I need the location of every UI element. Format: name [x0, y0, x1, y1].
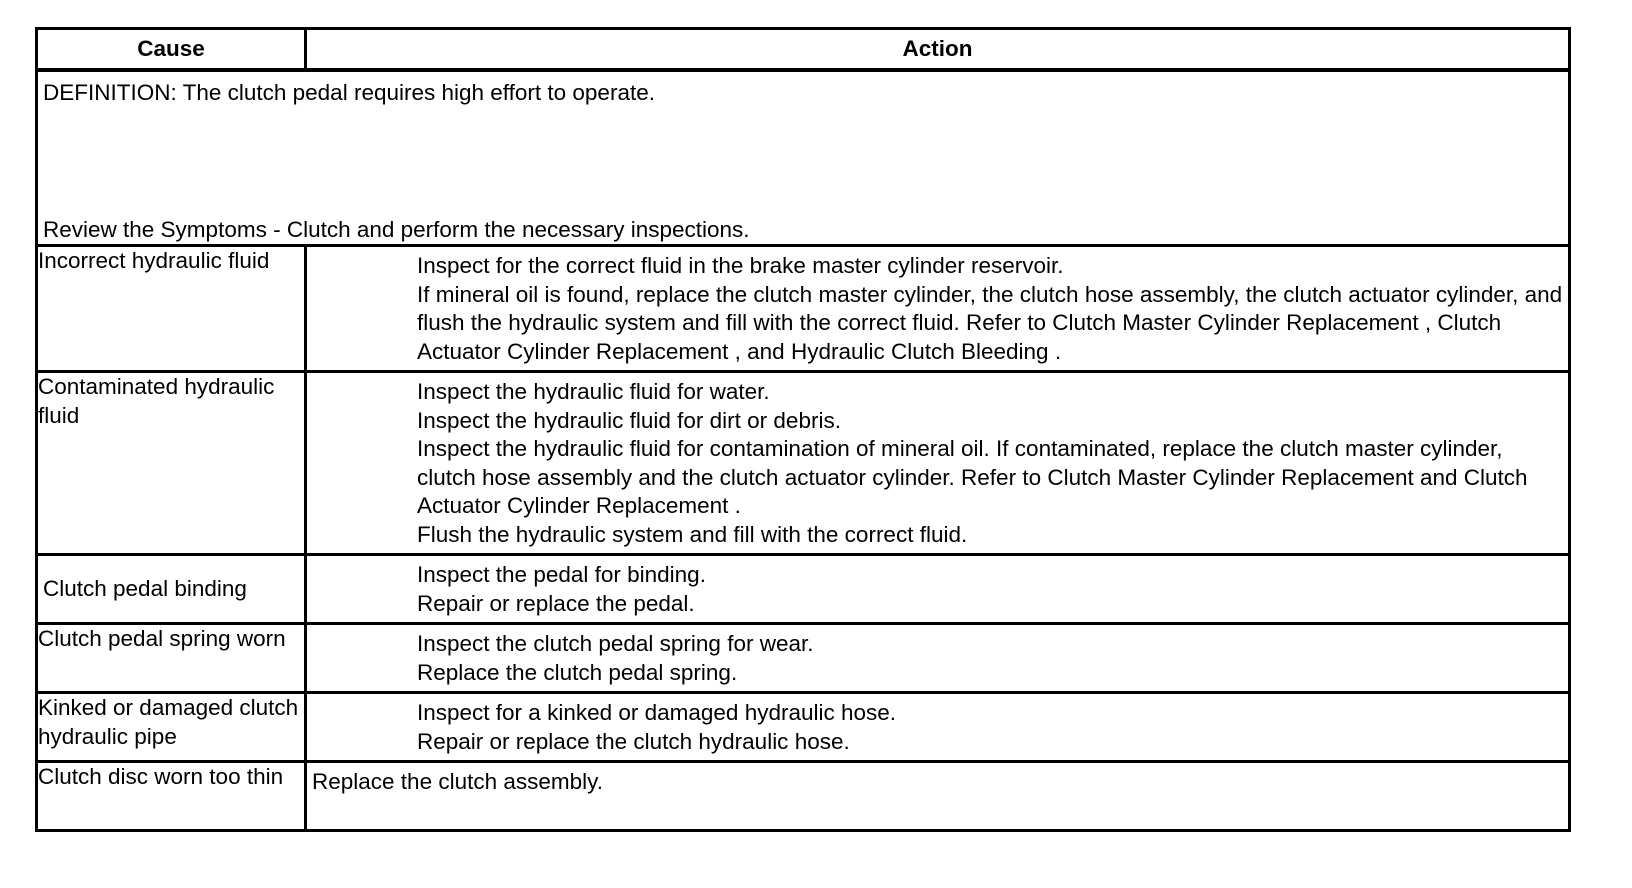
- table-row: [37, 762, 1570, 831]
- cause-column-header: Cause: [37, 29, 306, 71]
- action-cell: [306, 372, 1570, 555]
- definition-cell: [37, 70, 1570, 246]
- action-cell: [306, 624, 1570, 693]
- action-line: Inspect the hydraulic fluid for contamination of mineral oil. If contaminated, replace the clutch master cylinder, clutch hose assembly and the clutch actuator cylinder. Refer to Clutch Master Cylinder Replacement and Clutch Actuator Cylinder Replacement .: [417, 436, 1528, 518]
- action-cell: [306, 246, 1570, 372]
- review-symptoms-text: Review the Symptoms - Clutch and perform the necessary inspections.: [43, 217, 750, 242]
- table-row: [37, 555, 1570, 624]
- definition-text: DEFINITION: The clutch pedal requires high effort to operate.: [43, 80, 655, 105]
- action-line: Repair or replace the pedal.: [417, 590, 695, 616]
- action-cell: [306, 555, 1570, 624]
- action-line: Inspect for the correct fluid in the brake master cylinder reservoir.: [417, 253, 1064, 278]
- action-cell: [306, 762, 1570, 831]
- definition-row: [37, 70, 1570, 246]
- action-line: Replace the clutch pedal spring.: [417, 659, 738, 685]
- action-line: Inspect for a kinked or damaged hydraulic hose.: [417, 700, 897, 725]
- action-line: Replace the clutch assembly.: [312, 769, 603, 794]
- table-row: [37, 372, 1570, 555]
- action-line: Inspect the pedal for binding.: [417, 562, 706, 587]
- cause-cell: Clutch pedal binding: [37, 555, 306, 624]
- cause-cell: Contaminated hydraulic fluid: [37, 372, 306, 555]
- action-line: Repair or replace the clutch hydraulic hose.: [417, 728, 850, 754]
- action-line: Flush the hydraulic system and fill with the correct fluid.: [417, 521, 968, 547]
- action-column-header: Action: [306, 29, 1570, 71]
- table-row: [37, 246, 1570, 372]
- action-line: Inspect the hydraulic fluid for water.: [417, 379, 770, 404]
- header-row: [37, 29, 1570, 71]
- cause-cell: Kinked or damaged clutch hydraulic pipe: [37, 693, 306, 762]
- cause-cell: Clutch pedal spring worn: [37, 624, 306, 693]
- table-row: [37, 693, 1570, 762]
- action-line: Inspect the clutch pedal spring for wear.: [417, 631, 814, 656]
- diagnostic-table-container: [35, 27, 1568, 832]
- table-row: [37, 624, 1570, 693]
- action-line: Inspect the hydraulic fluid for dirt or debris.: [417, 407, 841, 433]
- action-cell: [306, 693, 1570, 762]
- action-line: If mineral oil is found, replace the clutch master cylinder, the clutch hose assembly, the clutch actuator cylinder, and flush the hydraulic system and fill with the correct fluid. Refer to Clutch Master Cylinder Replacement , Clutch Actuator Cylinder Replacement , and Hydraulic Clutch Bleeding .: [417, 281, 1563, 364]
- cause-cell: Clutch disc worn too thin: [37, 762, 306, 831]
- diagnostic-table: [35, 27, 1571, 832]
- cause-cell: Incorrect hydraulic fluid: [37, 246, 306, 372]
